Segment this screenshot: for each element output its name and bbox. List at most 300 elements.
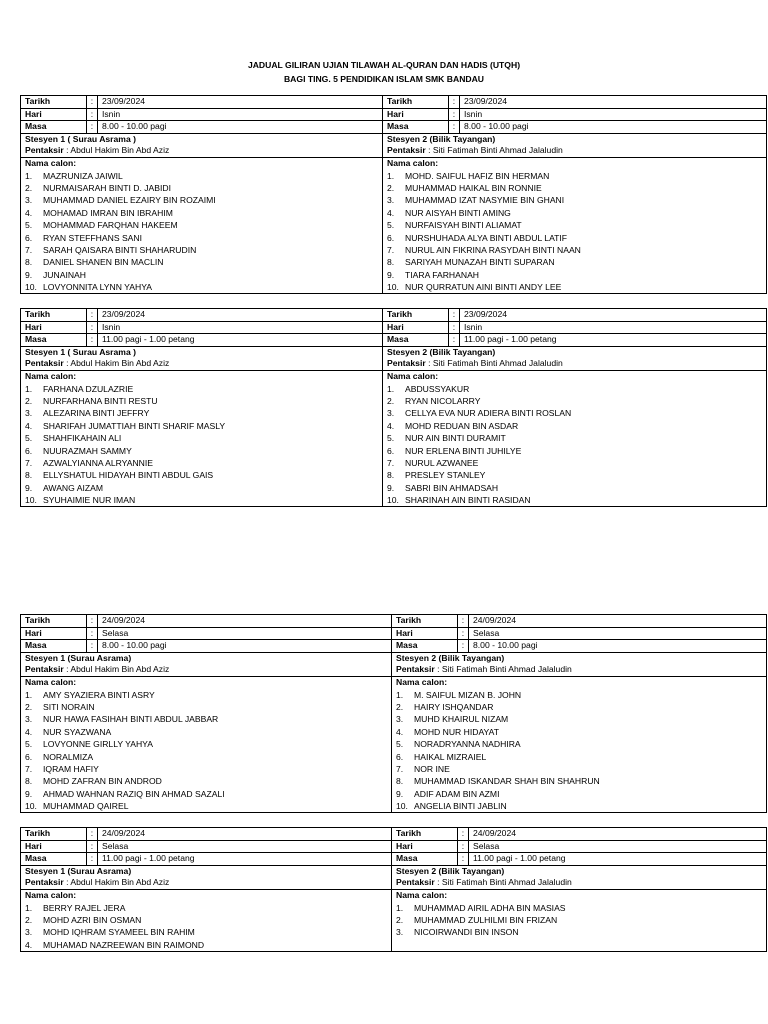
calon-name: NUR HAWA FASIHAH BINTI ABDUL JABBAR [43,714,219,725]
calon-name: NORADRYANNA NADHIRA [414,739,521,750]
calon-name: HAIRY ISHQANDAR [414,701,494,712]
masa-value: 11.00 pagi - 1.00 petang [460,334,767,346]
calon-number: 7. [387,244,395,255]
calon-number: 3. [387,195,395,206]
left-header [21,309,383,347]
calon-list [25,383,378,507]
calon-name: ADIF ADAM BIN AZMI [414,788,500,799]
calon-number: 5. [25,433,33,444]
right-info-table [392,615,766,652]
right-info-table [392,828,766,865]
left-calon [21,157,383,294]
station-row [21,346,767,370]
calon-number: 6. [25,232,33,243]
calon-number: 6. [25,751,33,762]
masa-value: 8.00 - 10.00 pagi [98,121,383,133]
calon-name: MUHAMMAD AIRIL ADHA BIN MASIAS [414,902,566,913]
calon-number: 5. [25,739,33,750]
masa-value: 8.00 - 10.00 pagi [469,640,767,652]
calon-number: 7. [25,763,33,774]
calon-item [387,457,762,469]
tarikh-colon: : [449,309,460,321]
calon-number: 2. [387,395,395,406]
masa-colon: : [449,121,460,133]
calon-name: MOHD ZAFRAN BIN ANDROD [43,776,162,787]
calon-item [396,713,762,725]
calon-item [396,701,762,713]
left-info-table [21,309,382,346]
calon-number: 8. [387,470,395,481]
calon-number: 3. [25,714,33,725]
session-header-row [21,828,767,866]
right-header [383,96,767,134]
calon-name: NURUL AZWANEE [405,457,479,468]
calon-item [396,689,762,701]
pentaksir-label: Pentaksir [396,664,435,675]
tarikh-label: Tarikh [383,309,449,321]
masa-colon: : [87,640,98,652]
calon-name: NUR QURRATUN AINI BINTI ANDY LEE [405,282,562,293]
document-heading [0,58,768,86]
calon-list [25,170,378,294]
session-table [20,827,767,952]
calon-name: MUHAMAD NAZREEWAN BIN RAIMOND [43,939,205,950]
tarikh-label: Tarikh [392,828,458,840]
calon-number: 8. [387,257,395,268]
calon-number: 3. [396,927,404,938]
left-station [21,652,392,676]
tarikh-colon: : [87,828,98,840]
masa-colon: : [458,853,469,865]
masa-row [21,334,382,346]
calon-number: 10. [387,282,399,293]
pentaksir-label: Pentaksir [25,877,64,888]
calon-item [396,800,762,812]
calon-name: MOHD REDUAN BIN ASDAR [405,420,519,431]
calon-name: DANIEL SHANEN BIN MACLIN [43,257,164,268]
calon-number: 10. [25,495,37,506]
calon-item [25,457,378,469]
calon-item [387,494,762,506]
calon-item [25,902,387,914]
masa-row [21,121,382,133]
hari-label: Hari [21,627,87,640]
nama-calon-label: Nama calon: [387,157,439,168]
hari-label: Hari [383,321,449,334]
calon-name: MUHAMMAD ZULHILMI BIN FRIZAN [414,914,558,925]
tarikh-colon: : [449,96,460,108]
calon-name: JUNAINAH [43,269,86,280]
calon-name: NUR SYAZWANA [43,726,112,737]
calon-item [25,469,378,481]
station-row [21,133,767,157]
calon-name: M. SAIFUL MIZAN B. JOHN [414,689,522,700]
pentaksir-label: Pentaksir [25,358,64,369]
pentaksir-value: : Siti Fatimah Binti Ahmad Jalaludin [425,145,563,156]
calon-name: ABDUSSYAKUR [405,383,470,394]
calon-name: NUR AISYAH BINTI AMING [405,207,511,218]
tarikh-colon: : [458,615,469,627]
session-table [20,95,767,294]
hari-colon: : [449,108,460,121]
pentaksir-line [387,145,762,157]
calon-item [25,407,378,419]
tarikh-row [392,828,766,840]
right-header [383,309,767,347]
pentaksir-value: : Siti Fatimah Binti Ahmad Jalaludin [434,877,572,888]
calon-name: MOHAMMAD FARQHAN HAKEEM [43,220,178,231]
calon-item [387,395,762,407]
calon-item [387,232,762,244]
pentaksir-line [25,145,378,157]
calon-row [21,157,767,294]
nama-calon-label: Nama calon: [396,889,448,900]
calon-item [387,281,762,293]
masa-label: Masa [392,640,458,652]
session-table [20,614,767,813]
calon-item [25,701,387,713]
tarikh-label: Tarikh [21,828,87,840]
tarikh-value: 23/09/2024 [464,309,508,319]
stesyen-label: Stesyen 2 (Bilik Tayangan) [387,133,496,144]
calon-number: 1. [396,902,404,913]
hari-row [21,108,382,121]
calon-item [25,170,378,182]
masa-value: 11.00 pagi - 1.00 petang [98,334,383,346]
calon-number: 2. [25,914,33,925]
calon-item [25,713,387,725]
calon-item [387,469,762,481]
hari-colon: : [87,108,98,121]
left-header [21,96,383,134]
masa-row [21,853,391,865]
pentaksir-label: Pentaksir [25,664,64,675]
hari-label: Hari [383,108,449,121]
tarikh-label: Tarikh [21,96,87,108]
tarikh-colon: : [87,96,98,108]
calon-name: NORALMIZA [43,751,94,762]
nama-calon-label: Nama calon: [25,676,77,687]
calon-number: 1. [25,902,33,913]
calon-name: MOHD AZRI BIN OSMAN [43,914,142,925]
calon-number: 2. [25,182,33,193]
left-station [21,133,383,157]
tarikh-value: 23/09/2024 [102,309,146,319]
calon-number: 7. [25,244,33,255]
hari-value: Isnin [460,321,767,334]
calon-number: 6. [387,232,395,243]
calon-name: MOHD. SAIFUL HAFIZ BIN HERMAN [405,170,550,181]
left-station [21,865,392,889]
masa-value: 8.00 - 10.00 pagi [98,640,392,652]
calon-number: 8. [25,470,33,481]
hari-row [383,108,766,121]
masa-row [383,121,766,133]
left-calon [21,370,383,507]
calon-number: 2. [396,914,404,925]
nama-calon-label: Nama calon: [387,370,439,381]
session-header-row [21,96,767,134]
tarikh-colon: : [87,309,98,321]
hari-colon: : [87,321,98,334]
masa-row [21,640,391,652]
calon-name: CELLYA EVA NUR ADIERA BINTI ROSLAN [405,408,572,419]
calon-item [387,482,762,494]
masa-value: 8.00 - 10.00 pagi [460,121,767,133]
calon-item [387,207,762,219]
calon-list [396,902,762,939]
station-row [21,652,767,676]
masa-value: 11.00 pagi - 1.00 petang [98,853,392,865]
calon-item [387,219,762,231]
hari-label: Hari [392,627,458,640]
session-header-row [21,309,767,347]
hari-colon: : [449,321,460,334]
calon-item [25,383,378,395]
calon-item [25,494,378,506]
calon-name: SYUHAIMIE NUR IMAN [43,495,136,506]
calon-name: NUR ERLENA BINTI JUHILYE [405,445,522,456]
calon-item [396,902,762,914]
right-station [392,652,767,676]
left-station [21,346,383,370]
calon-number: 9. [387,269,395,280]
calon-item [387,256,762,268]
calon-name: LOVYONNITA LYNN YAHYA [43,282,153,293]
tarikh-value: 24/09/2024 [473,615,517,625]
tarikh-row [383,96,766,108]
calon-number: 9. [25,788,33,799]
calon-name: NUR AIN BINTI DURAMIT [405,433,506,444]
pentaksir-value: : Abdul Hakim Bin Abd Aziz [63,145,170,156]
pentaksir-line [25,358,378,370]
calon-number: 10. [396,801,408,812]
calon-name: FARHANA DZULAZRIE [43,383,134,394]
calon-number: 9. [387,482,395,493]
calon-name: NICOIRWANDI BIN INSON [414,927,519,938]
calon-name: LOVYONNE GIRLLY YAHYA [43,739,154,750]
calon-row [21,676,767,813]
tarikh-row [392,615,766,627]
calon-name: PRESLEY STANLEY [405,470,486,481]
pentaksir-value: : Abdul Hakim Bin Abd Aziz [63,877,170,888]
tarikh-value: 23/09/2024 [102,96,146,106]
calon-name: BERRY RAJEL JERA [43,902,126,913]
calon-number: 1. [25,689,33,700]
calon-name: NURUL AIN FIKRINA RASYDAH BINTI NAAN [405,244,581,255]
hari-colon: : [87,627,98,640]
calon-item [25,432,378,444]
calon-number: 3. [25,408,33,419]
calon-number: 3. [25,927,33,938]
pentaksir-line [396,664,762,676]
calon-item [25,194,378,206]
calon-number: 9. [25,482,33,493]
calon-name: SABRI BIN AHMADSAH [405,482,499,493]
calon-name: IQRAM HAFIY [43,763,99,774]
calon-item [387,170,762,182]
calon-number: 1. [387,383,395,394]
calon-name: RYAN STEFFHANS SANI [43,232,143,243]
calon-number: 5. [387,220,395,231]
calon-number: 5. [387,433,395,444]
calon-name: NURSHUHADA ALYA BINTI ABDUL LATIF [405,232,568,243]
calon-number: 4. [396,726,404,737]
calon-row [21,370,767,507]
calon-item [387,420,762,432]
left-calon [21,889,392,951]
calon-number: 9. [25,269,33,280]
calon-item [25,182,378,194]
pentaksir-line [25,877,387,889]
left-info-table [21,828,391,865]
masa-row [392,640,766,652]
calon-name: RYAN NICOLARRY [405,395,481,406]
left-calon [21,676,392,813]
calon-item [25,445,378,457]
calon-number: 8. [25,257,33,268]
masa-row [392,853,766,865]
calon-name: MUHAMMAD QAIREL [43,801,129,812]
calon-item [25,763,387,775]
calon-name: SHAHFIKAHAIN ALI [43,433,122,444]
calon-name: MUHAMMAD ISKANDAR SHAH BIN SHAHRUN [414,776,600,787]
left-header [21,828,392,866]
tarikh-label: Tarikh [21,615,87,627]
right-info-table [383,96,766,133]
masa-label: Masa [383,334,449,346]
station-row [21,865,767,889]
stesyen-label: Stesyen 1 ( Surau Asrama ) [25,133,136,144]
calon-item [25,219,378,231]
document-subtitle: BAGI TING. 5 PENDIDIKAN ISLAM SMK BANDAU [283,74,485,84]
stesyen-label: Stesyen 1 (Surau Asrama) [25,865,132,876]
calon-item [25,207,378,219]
calon-number: 7. [396,763,404,774]
tarikh-label: Tarikh [392,615,458,627]
pentaksir-value: : Abdul Hakim Bin Abd Aziz [63,664,170,675]
calon-item [25,395,378,407]
masa-label: Masa [21,640,87,652]
tarikh-value: 24/09/2024 [102,828,146,838]
pentaksir-label: Pentaksir [387,358,426,369]
calon-item [25,738,387,750]
left-info-table [21,615,391,652]
hari-value: Selasa [98,627,392,640]
calon-item [25,775,387,787]
masa-label: Masa [21,121,87,133]
calon-item [387,432,762,444]
tarikh-row [21,309,382,321]
calon-number: 8. [396,776,404,787]
calon-item [387,445,762,457]
calon-name: ELLYSHATUL HIDAYAH BINTI ABDUL GAIS [43,470,214,481]
tarikh-label: Tarikh [21,309,87,321]
calon-number: 8. [25,776,33,787]
calon-list [25,689,387,813]
calon-number: 4. [387,420,395,431]
calon-name: ALEZARINA BINTI JEFFRY [43,408,150,419]
hari-value: Isnin [460,108,767,121]
right-calon [392,676,767,813]
right-station [383,133,767,157]
tarikh-colon: : [87,615,98,627]
calon-number: 5. [25,220,33,231]
masa-colon: : [87,853,98,865]
calon-name: MUHD KHAIRUL NIZAM [414,714,509,725]
calon-item [25,689,387,701]
calon-number: 9. [396,788,404,799]
calon-item [25,244,378,256]
calon-item [25,751,387,763]
tarikh-label: Tarikh [383,96,449,108]
right-calon [383,157,767,294]
calon-name: AWANG AIZAM [43,482,104,493]
hari-value: Selasa [98,840,392,853]
calon-name: SITI NORAIN [43,701,95,712]
masa-value: 11.00 pagi - 1.00 petang [469,853,767,865]
calon-list [387,170,762,294]
calon-number: 6. [25,445,33,456]
masa-label: Masa [392,853,458,865]
calon-name: ANGELIA BINTI JABLIN [414,801,507,812]
hari-row [21,840,391,853]
right-header [392,828,767,866]
stesyen-label: Stesyen 2 (Bilik Tayangan) [387,346,496,357]
stesyen-label: Stesyen 2 (Bilik Tayangan) [396,652,505,663]
calon-name: NUURAZMAH SAMMY [43,445,132,456]
calon-item [396,926,762,938]
calon-name: SARIYAH MUNAZAH BINTI SUPARAN [405,257,555,268]
tarikh-value: 24/09/2024 [102,615,146,625]
right-station [383,346,767,370]
masa-colon: : [449,334,460,346]
calon-number: 10. [25,282,37,293]
calon-number: 4. [387,207,395,218]
right-calon [392,889,767,951]
pentaksir-label: Pentaksir [25,145,64,156]
calon-number: 6. [396,751,404,762]
session-header-row [21,615,767,653]
calon-name: NURFAISYAH BINTI ALIAMAT [405,220,522,231]
hari-value: Selasa [469,840,767,853]
tarikh-row [383,309,766,321]
calon-item [25,232,378,244]
calon-name: SHARINAH AIN BINTI RASIDAN [405,495,531,506]
tarikh-value: 24/09/2024 [473,828,517,838]
calon-item [25,800,387,812]
tarikh-row [21,96,382,108]
hari-value: Isnin [98,321,383,334]
calon-name: MOHD NUR HIDAYAT [414,726,499,737]
right-calon [383,370,767,507]
calon-item [396,775,762,787]
stesyen-label: Stesyen 1 (Surau Asrama) [25,652,132,663]
calon-name: TIARA FARHANAH [405,269,480,280]
calon-number: 6. [387,445,395,456]
calon-name: NURFARHANA BINTI RESTU [43,395,158,406]
calon-name: NURMAISARAH BINTI D. JABIDI [43,182,171,193]
pentaksir-line [387,358,762,370]
masa-colon: : [458,640,469,652]
hari-row [392,627,766,640]
pentaksir-label: Pentaksir [396,877,435,888]
tarikh-row [21,828,391,840]
calon-item [25,726,387,738]
hari-colon: : [458,627,469,640]
calon-row [21,889,767,951]
calon-list [387,383,762,507]
